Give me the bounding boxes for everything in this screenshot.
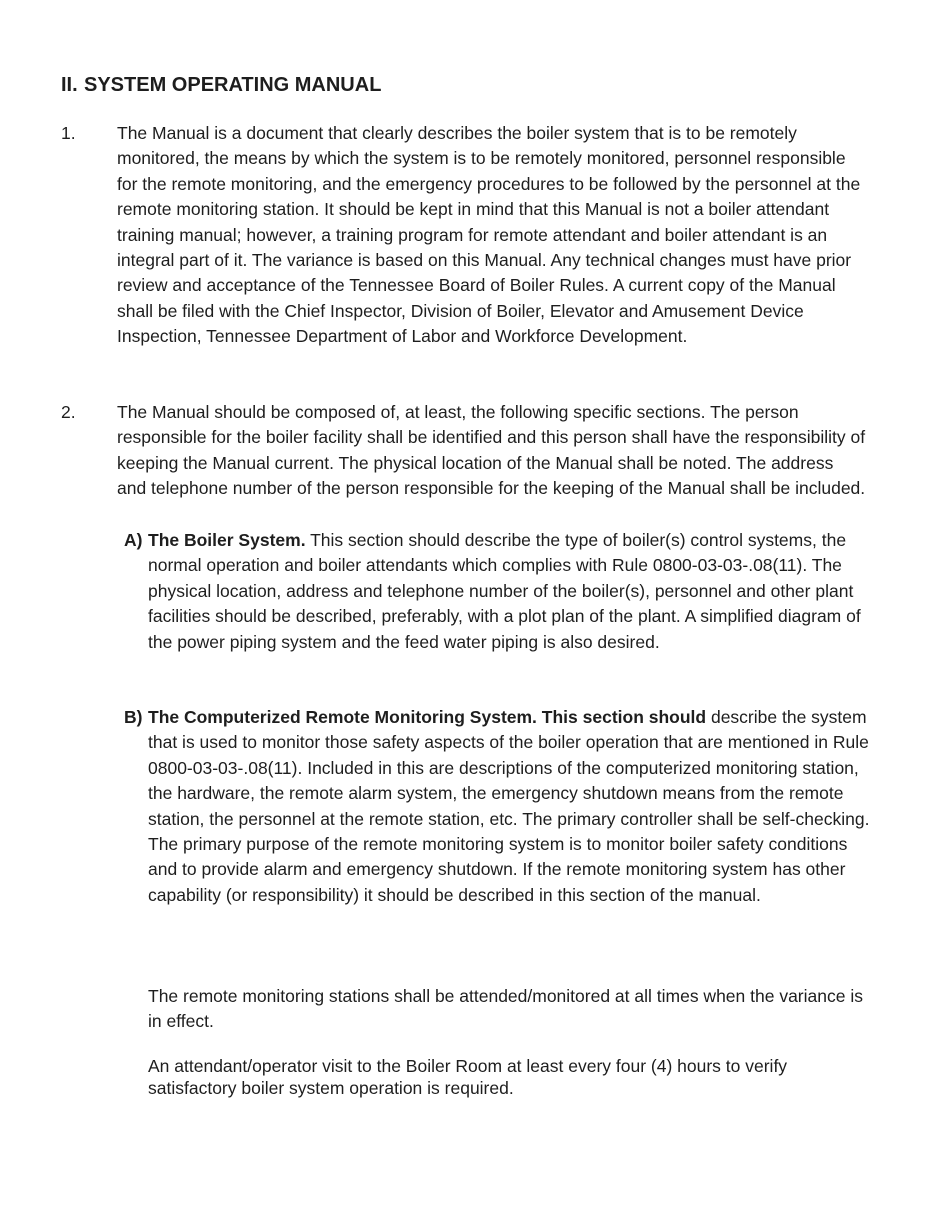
subsection-label: B)	[124, 707, 143, 727]
list-item-text: The Manual should be composed of, at least, the following specific sections. The person responsible for the boiler facility shall be identified and this person shall have the responsibility of keeping the Manual current. The physical location of the Manual shall be noted. The address and telephone number of the person responsible for the keeping of the Manual shall be included.	[117, 402, 866, 499]
subsection-title: The Boiler System.	[148, 530, 306, 550]
subsection-body: This section should describe the type of boiler(s) control systems, the normal operation and boiler attendants which complies with Rule 0800-03-03-.08(11). The physical location, address and telephone number of the boiler(s), personnel and other plant facilities should be described, preferably, with a plot plan of the plant. A simplified diagram of the power piping system and the feed water piping is also desired.	[148, 530, 861, 652]
subsection-text	[148, 528, 873, 655]
section-title: SYSTEM OPERATING MANUAL	[84, 74, 382, 96]
subsection-label: A)	[124, 530, 143, 550]
list-item-number: 1.	[61, 123, 76, 143]
subsection-body: describe the system that is used to monitor those safety aspects of the boiler operation that are mentioned in Rule 0800-03-03-.08(11). Included in this are descriptions of the computerized monitoring station, the hardware, the remote alarm system, the emergency shutdown means from the remote station, the personnel at the remote station, etc. The primary controller shall be self-checking. The primary purpose of the remote monitoring system is to monitor boiler safety conditions and to provide alarm and emergency shutdown. If the remote monitoring system has other capability (or responsibility) it should be described in this section of the manual.	[148, 707, 870, 905]
list-item-1	[61, 121, 871, 350]
subsection-b	[117, 705, 877, 908]
subsection-title: The Computerized Remote Monitoring System. This section should	[148, 707, 707, 727]
section-heading	[61, 71, 381, 99]
list-item-2	[61, 400, 871, 502]
list-item-number: 2.	[61, 402, 76, 422]
subsection-a	[117, 528, 877, 655]
subsection-text	[148, 705, 873, 908]
section-number: II.	[61, 74, 78, 96]
list-item-text: The Manual is a document that clearly describes the boiler system that is to be remotely monitored, the means by which the system is to be remotely monitored, personnel responsible for the remote monitoring, and the emergency procedures to be followed by the personnel at the remote monitoring station. It should be kept in mind that this Manual is not a boiler attendant training manual; however, a training program for remote attendant and boiler attendant is an integral part of it. The variance is based on this Manual. Any technical changes must have prior review and acceptance of the Tennessee Board of Boiler Rules. A current copy of the Manual shall be filed with the Chief Inspector, Division of Boiler, Elevator and Amusement Device Inspection, Tennessee Department of Labor and Workforce Development.	[117, 123, 861, 347]
paragraph-attendant-visit: An attendant/operator visit to the Boiler Room at least every four (4) hours to verify satisfactory boiler system operation is required.	[148, 1056, 788, 1098]
paragraph-monitoring-stations: The remote monitoring stations shall be attended/monitored at all times when the variance is in effect.	[148, 986, 863, 1032]
